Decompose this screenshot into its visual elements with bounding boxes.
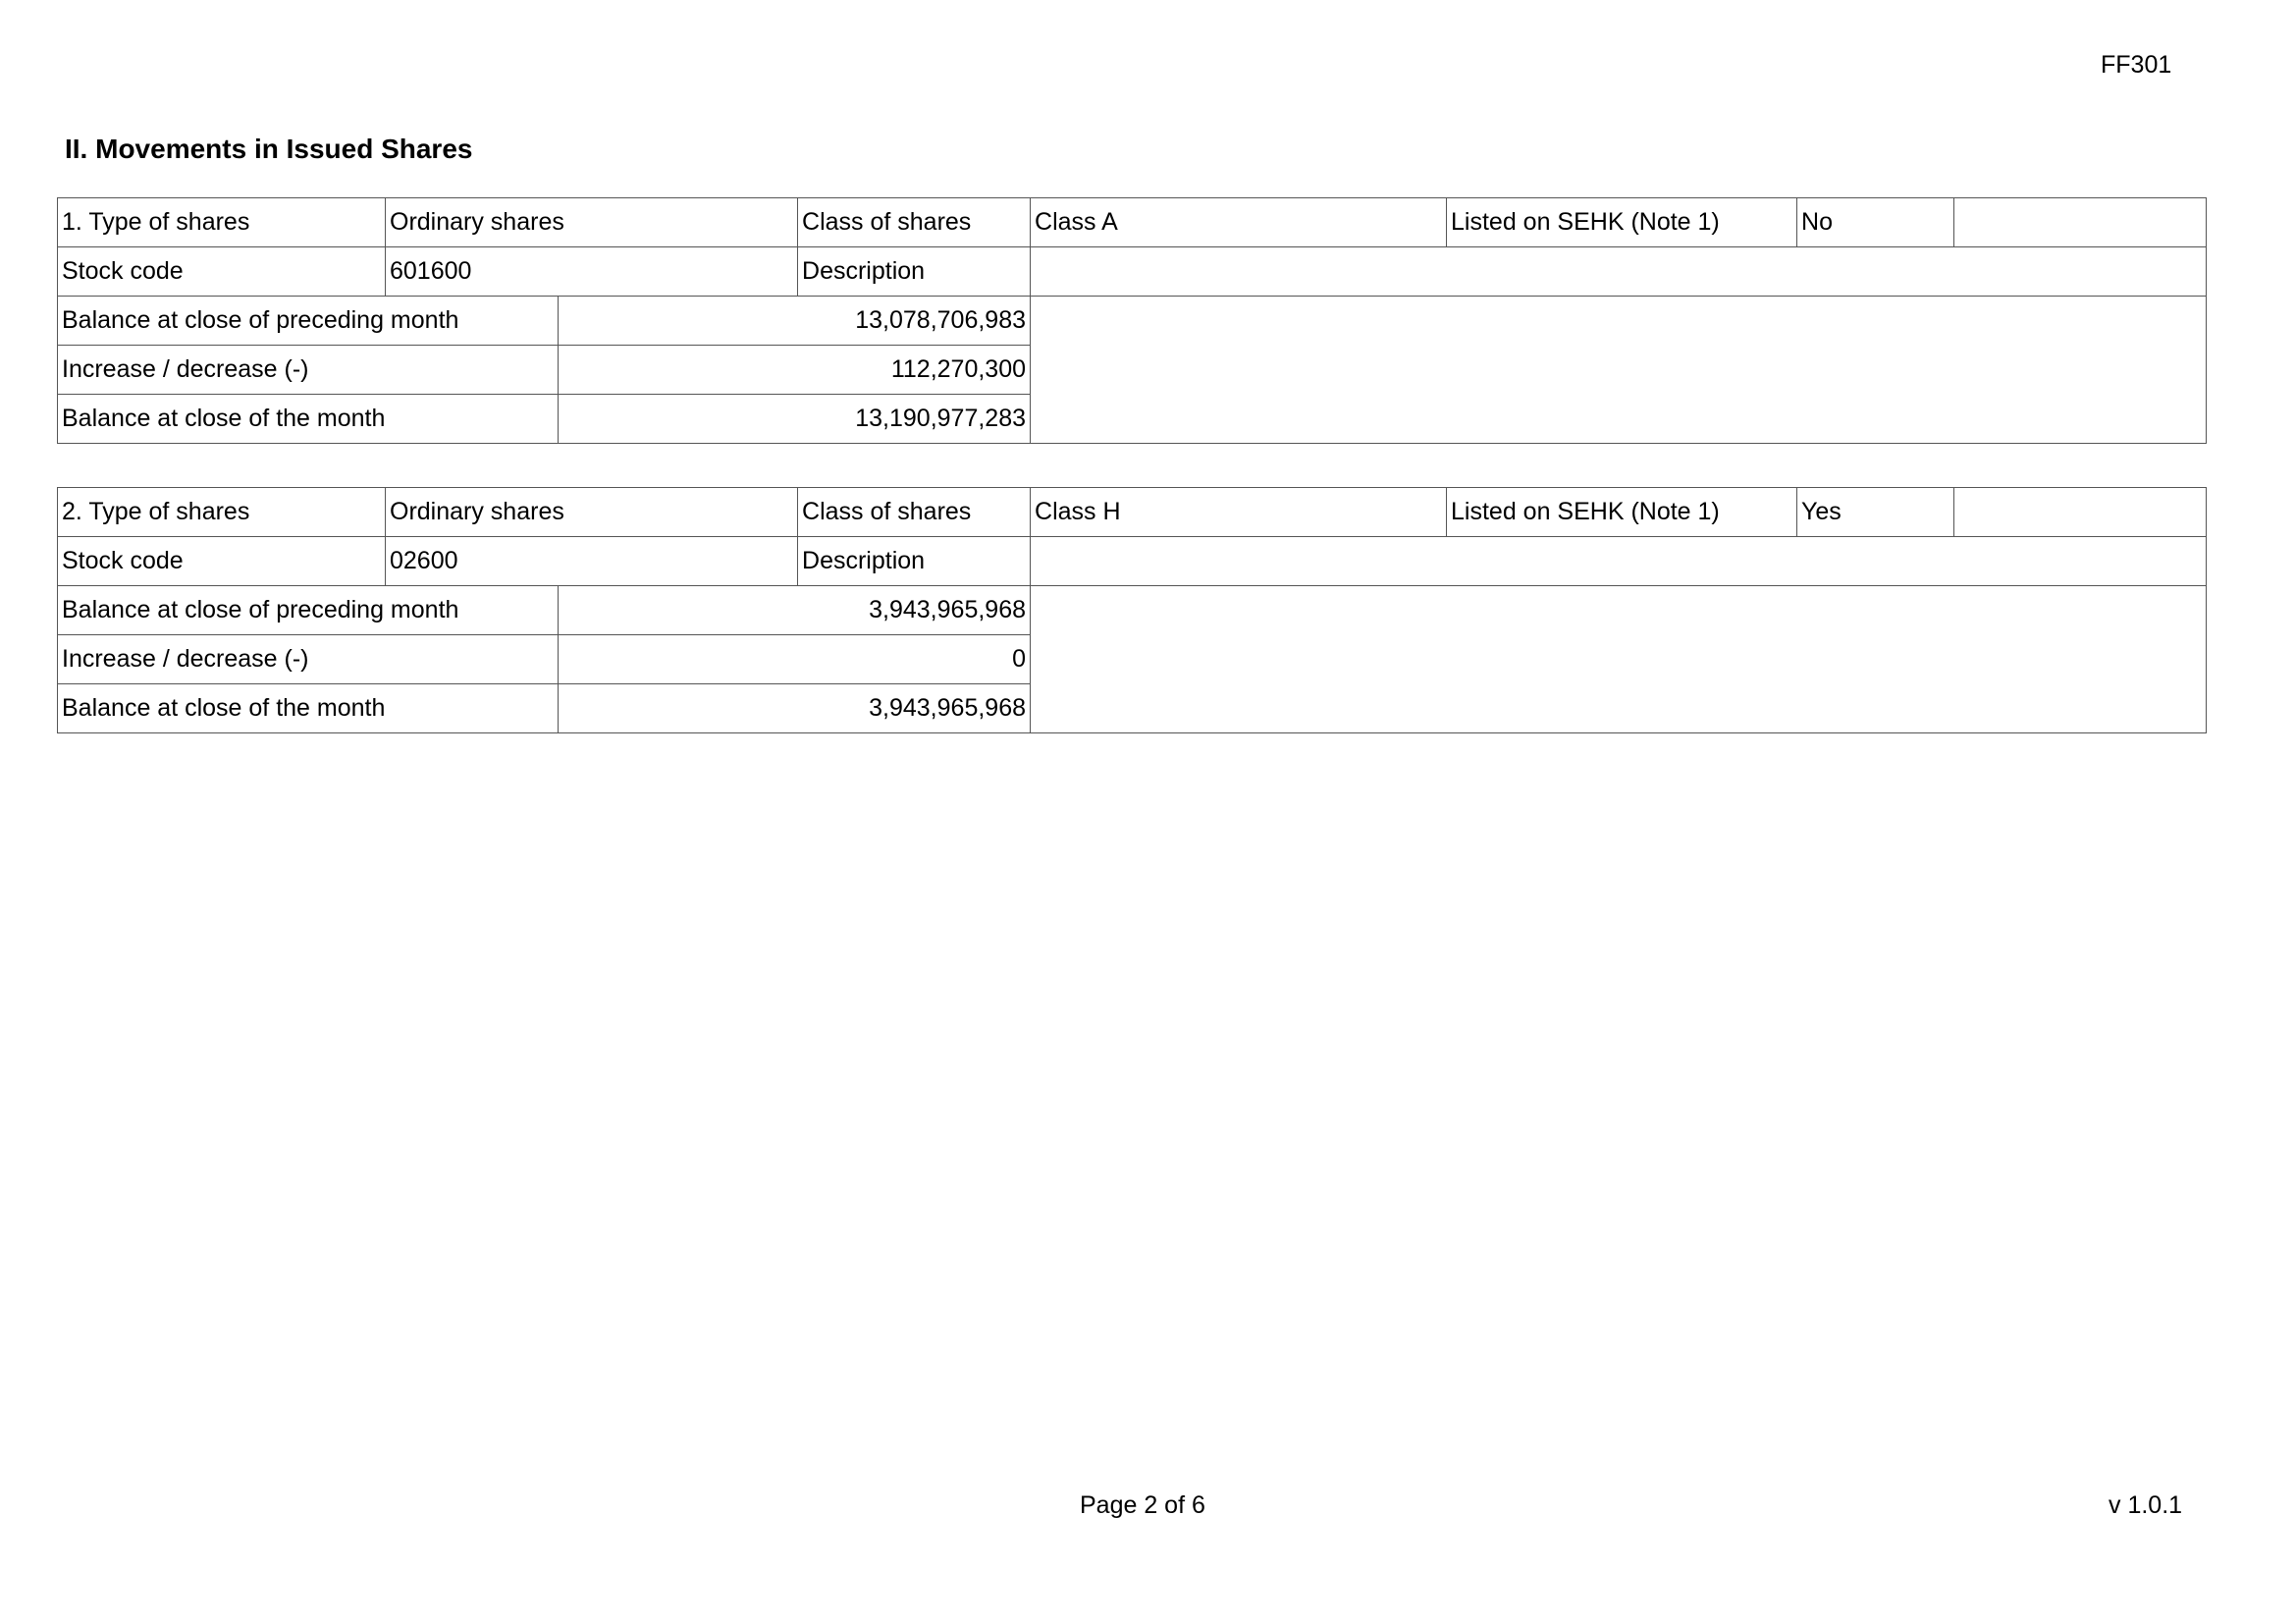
type-of-shares-label: 1. Type of shares	[58, 198, 386, 247]
class-of-shares-value: Class A	[1031, 198, 1447, 247]
stock-code-label: Stock code	[58, 537, 386, 586]
type-of-shares-value: Ordinary shares	[386, 488, 798, 537]
class-of-shares-value: Class H	[1031, 488, 1447, 537]
stock-code-value: 02600	[386, 537, 798, 586]
listed-on-sehk-label: Listed on SEHK (Note 1)	[1447, 198, 1797, 247]
page-number: Page 2 of 6	[1080, 1491, 1205, 1519]
table-row	[58, 586, 2207, 635]
closing-balance-value: 13,190,977,283	[559, 395, 1031, 444]
preceding-balance-label: Balance at close of preceding month	[58, 297, 559, 346]
preceding-balance-value: 13,078,706,983	[559, 297, 1031, 346]
listed-on-sehk-value: No	[1797, 198, 1954, 247]
stock-code-label: Stock code	[58, 247, 386, 297]
description-label: Description	[798, 247, 1031, 297]
blank-cell	[1954, 488, 2207, 537]
table-row	[58, 537, 2207, 586]
table-row	[58, 297, 2207, 346]
section-title: II. Movements in Issued Shares	[65, 134, 473, 164]
share-class-table	[57, 487, 2207, 733]
increase-decrease-value: 112,270,300	[559, 346, 1031, 395]
table-row	[58, 198, 2207, 247]
blank-area	[1031, 297, 2207, 444]
table-row	[58, 488, 2207, 537]
closing-balance-value: 3,943,965,968	[559, 684, 1031, 733]
description-label: Description	[798, 537, 1031, 586]
share-class-table	[57, 197, 2207, 444]
increase-decrease-label: Increase / decrease (-)	[58, 346, 559, 395]
form-code: FF301	[2101, 51, 2172, 79]
preceding-balance-value: 3,943,965,968	[559, 586, 1031, 635]
increase-decrease-value: 0	[559, 635, 1031, 684]
class-of-shares-label: Class of shares	[798, 488, 1031, 537]
description-value	[1031, 537, 2207, 586]
closing-balance-label: Balance at close of the month	[58, 684, 559, 733]
description-value	[1031, 247, 2207, 297]
blank-area	[1031, 586, 2207, 733]
listed-on-sehk-label: Listed on SEHK (Note 1)	[1447, 488, 1797, 537]
table-row	[58, 247, 2207, 297]
increase-decrease-label: Increase / decrease (-)	[58, 635, 559, 684]
blank-cell	[1954, 198, 2207, 247]
listed-on-sehk-value: Yes	[1797, 488, 1954, 537]
closing-balance-label: Balance at close of the month	[58, 395, 559, 444]
class-of-shares-label: Class of shares	[798, 198, 1031, 247]
type-of-shares-value: Ordinary shares	[386, 198, 798, 247]
preceding-balance-label: Balance at close of preceding month	[58, 586, 559, 635]
type-of-shares-label: 2. Type of shares	[58, 488, 386, 537]
version-label: v 1.0.1	[2109, 1491, 2183, 1519]
stock-code-value: 601600	[386, 247, 798, 297]
